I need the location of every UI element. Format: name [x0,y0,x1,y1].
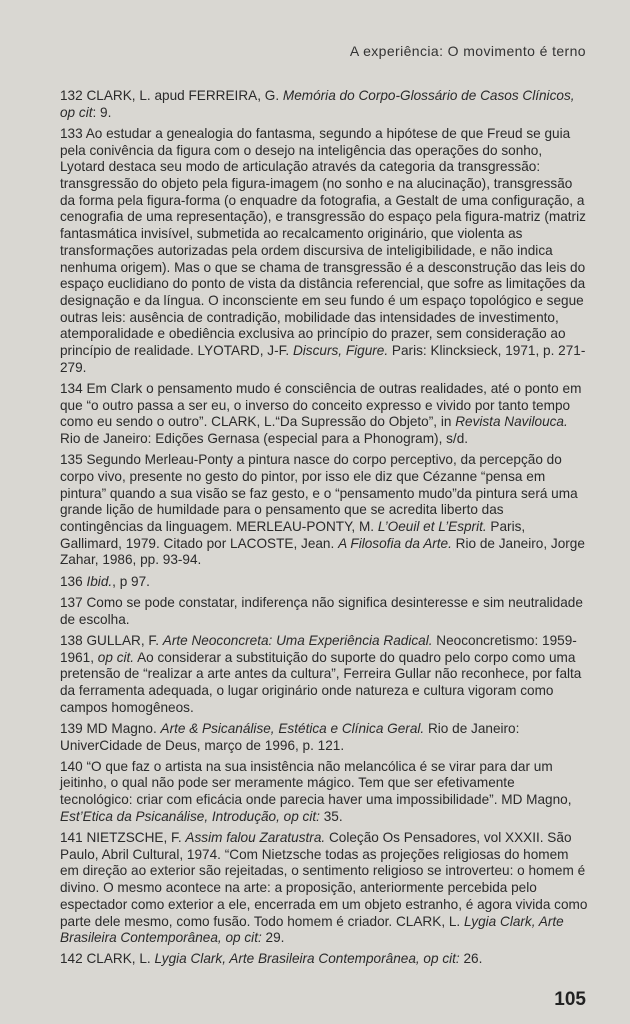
endnote-text: Coleção Os Pensadores, vol XXXII. São Paulo, Abril Cultural, 1974. “Com Nietzsche todas as projeções religiosas do homem em direção ao exterior são rejeitadas, o sentimento religioso se introverteu: o homem é divino. O mesmo acontece na arte: a proposição, anteriormente percebida pelo espectador como exterior a ele, encerrada em um objeto estranho, é agora vivida como parte dele mesmo, como fusão. Todo homem é criador. CLARK, L. [60,830,588,929]
endnote-title-italic: A Filosofia da Arte. [338,535,452,551]
endnote-text: 135 Segundo Merleau-Ponty a pintura nasce do corpo perceptivo, da percepção do corpo vivo, presente no gesto do pintor, por isso ele diz que Cézanne “pensa em pintura” quando a sua visão se faz gesto, e o “pensamento mudo”da pintura será uma grande lição de humildade para o pensamento que se acredita liberto das contingências da linguagem. MERLEAU-PONTY, M. [60,452,578,535]
endnote-title-italic: op cit. [97,649,135,665]
endnote-text: 29. [261,930,285,946]
endnotes-list [60,88,590,973]
endnote-title-italic: Arte Neoconcreta: Uma Experiência Radical. [162,632,433,648]
endnote [60,759,590,826]
endnote [60,633,590,717]
endnote [60,126,590,377]
endnote-text: , p 97. [112,573,150,589]
endnote [60,452,590,569]
endnote-text: 141 NIETZSCHE, F. [60,830,186,846]
endnote-title-italic: Revista Navilouca. [455,414,568,430]
endnote-text: 137 Como se pode constatar, indiferença não significa desinteresse e sim neutralidade de escolha. [60,594,583,627]
endnote-text: Rio de Janeiro: UniverCidade de Deus, março de 1996, p. 121. [60,720,520,753]
running-header: A experiência: O movimento é terno [349,43,586,59]
endnote-title-italic: Discurs, Figure. [292,343,389,359]
endnote [60,721,590,754]
endnote-text: Neoconcretismo: 1959-1961, [60,632,577,665]
endnote-text: 136 [60,573,87,589]
endnote-text: 35. [319,808,343,824]
endnote [60,381,590,448]
endnote-title-italic: Est’Etica da Psicanálise, Introdução, op cit: [60,808,320,824]
endnote [60,574,590,591]
endnote-text: 142 CLARK, L. [60,951,155,967]
endnote-text: 134 Em Clark o pensamento mudo é consciência de outras realidades, até o ponto em que “o outro passa a ser eu, o inverso do conceito expresso e vivido por tanto tempo como eu sendo o outro”. CLARK, L.“Da Supressão do Objeto”, in [60,380,582,430]
endnote [60,830,590,947]
endnote [60,951,590,968]
endnote-title-italic: Memória do Corpo-Glossário de Casos Clínicos, op cit [60,88,575,120]
page-number: 105 [554,989,586,1010]
endnote-text: 138 GULLAR, F. [60,632,163,648]
endnote-text: Ao considerar a substituição do suporte do quadro pelo corpo como uma pretensão de “realizar a arte antes da cultura”, Ferreira Gullar não reconhece, por falta da ferramenta adequada, o lugar originário onde natureza e cultura vigoram como campos homogêneos. [60,649,582,715]
endnote-text: 140 “O que faz o artista na sua insistência não melancólica é se virar para dar um jeitinho, o qual não pode ser meramente mágico. Tem que ser efetivamente tecnológico: criar com eficácia onde parecia haver uma impossibilidade”. MD Magno, [60,758,572,808]
endnote-text: 133 Ao estudar a genealogia do fantasma, segundo a hipótese de que Freud se guia pela conivência da figura com o desejo na inteligência das operações do sonho, Lyotard destaca seu modo de articulação através da categoria da transgressão: transgressão do objeto pela figura-imagem (no sonho e na alucinação), transgressão da forma pela figura-forma (o enquadre da fotografia, a Gestalt de uma configuração, a cenografia de uma representação), e transgressão do espaço pela figura-matriz (matriz fantasmática invisível, submetida ao recalcamento originário, que violenta as transformações autorizadas pela ordem discursiva de inteligibilidade, e não indica nenhuma origem). Mas o que se chama de transgressão é a desconstrução das leis do espaço euclidiano do ponto de vista da distância referencial, que sofre as limitações da designação e da língua. O inconsciente em seu fundo é um espaço topológico e segue outras leis: ausência de contradição, mobilidade das intensidades de investimento, atemporalidade e obediência exclusiva ao princípio do prazer, sem consideração ao princípio de realidade. LYOTARD, J-F. [60,125,586,359]
endnote-text: 139 MD Magno. [60,720,161,736]
endnote-text: 132 CLARK, L. apud FERREIRA, G. [60,88,283,103]
endnote-text: Paris, Gallimard, 1979. Citado por LACOSTE, Jean. [60,519,526,551]
endnote-text: Rio de Janeiro, Jorge Zahar, 1986, pp. 93-94. [60,535,585,568]
endnote-text: : 9. [92,104,112,120]
endnote-title-italic: Assim falou Zaratustra. [185,830,326,846]
endnote [60,595,590,628]
endnote-text: 26. [459,951,483,967]
endnote-title-italic: Ibid. [86,573,113,589]
endnote-text: Paris: Klincksieck, 1971, p. 271-279. [60,343,586,375]
endnote-title-italic: L’Oeuil et L’Esprit. [377,519,487,535]
endnote-text: Rio de Janeiro: Edições Gernasa (especial para a Phonogram), s/d. [60,431,469,447]
endnote-title-italic: Lygia Clark, Arte Brasileira Contemporânea, op cit: [154,951,460,967]
endnote [60,88,590,121]
endnote-title-italic: Arte & Psicanálise, Estética e Clínica Geral. [160,720,425,736]
endnote-title-italic: Lygia Clark, Arte Brasileira Contemporânea, op cit: [60,913,564,946]
